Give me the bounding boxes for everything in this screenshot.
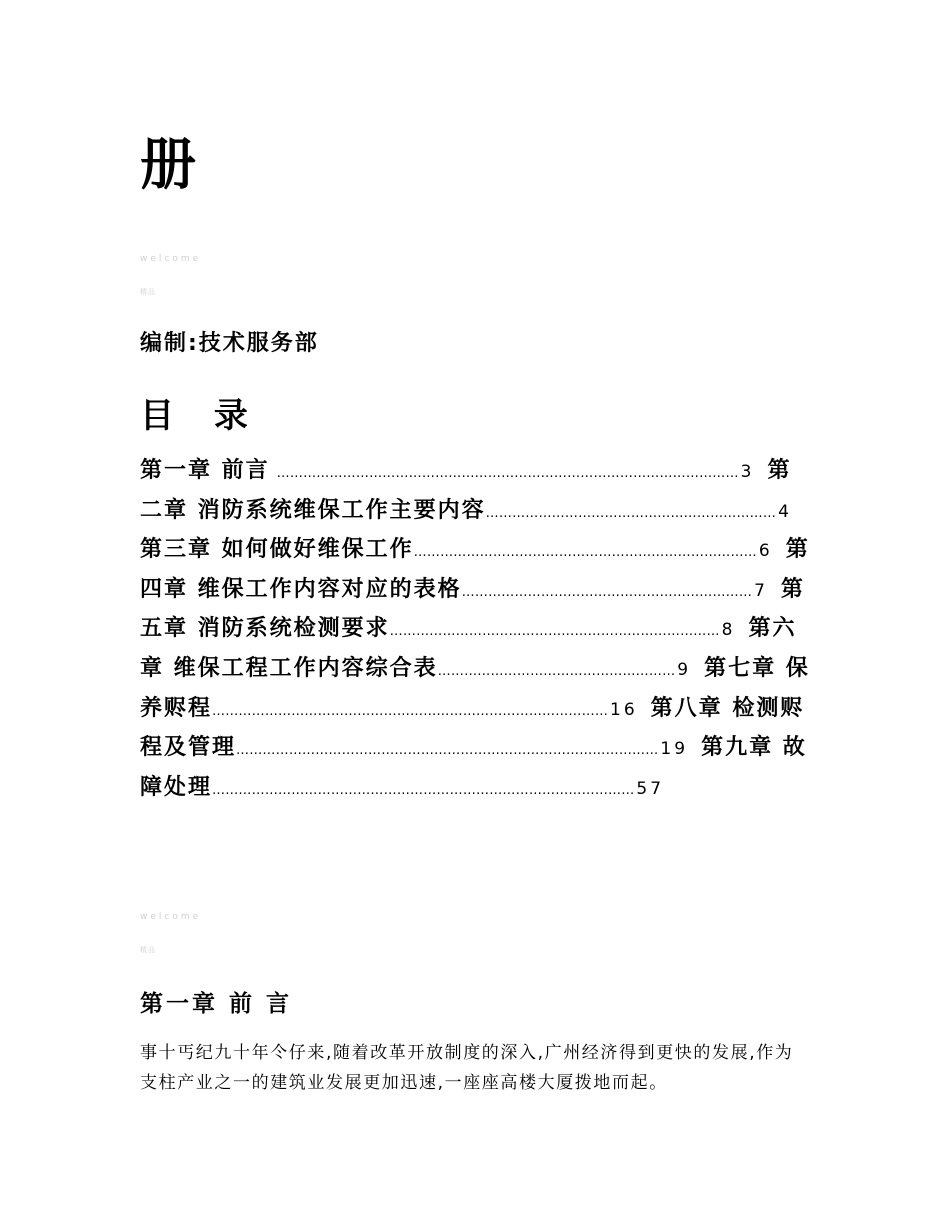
- toc-heading: 目 录: [140, 396, 262, 436]
- body-paragraph: 事十丐纪九十年仒仔来,随着改革开放制度的深入,广州经济得到更快的发展,作为支柱产业之一的建筑业发展更加迅速,一座座高楼大厦拨地而起。: [140, 1043, 794, 1093]
- toc-chapter-title: 第九章 故障处理: [140, 735, 807, 800]
- toc-page-number: 3: [740, 462, 755, 482]
- toc-page-number: 19: [660, 739, 689, 760]
- toc-chapter-title: 第四章 维保工作内容对应的表格: [140, 537, 810, 602]
- toc-chapter-title: 第七章 保养赆程: [140, 655, 810, 721]
- toc-page-number: 7: [754, 580, 768, 601]
- toc-page-number: 9: [677, 659, 692, 680]
- toc-chapter-title: 第三章 如何做好维保工作: [140, 537, 414, 563]
- toc-page-number: 6: [758, 541, 773, 562]
- toc-leader-dots: …………………………………………………………: [461, 584, 753, 600]
- section-title: 第一章 前 言: [140, 991, 293, 1017]
- toc-leader-dots: ………………………………………………: [437, 663, 676, 679]
- watermark-text: welcome: [140, 254, 202, 264]
- toc-chapter-title: 第五章 消防系统检测要求: [140, 576, 805, 642]
- toc-page-number: 57: [636, 778, 665, 799]
- toc-leader-dots: ………………………………………………………………………………: [212, 703, 609, 719]
- toc-entry[interactable]: [140, 458, 761, 483]
- toc-chapter-title: 第二章 消防系统维保工作主要内容: [140, 458, 792, 523]
- toc-page-number: 4: [778, 501, 792, 522]
- toc-leader-dots: ……………………………………………………………………………………: [212, 782, 635, 798]
- toc-leader-dots: …………………………………………………………………: [389, 624, 720, 640]
- watermark-subtext: 精品: [140, 288, 156, 296]
- toc-leader-dots: ……………………………………………………………………: [413, 545, 757, 561]
- watermark-subtext: 精品: [140, 946, 156, 954]
- editor-line: 编制:技术服务部: [140, 331, 319, 356]
- toc-page-number: 8: [721, 620, 736, 641]
- toc-leader-dots: …………………………………………………………: [485, 505, 777, 521]
- toc-chapter-title: 第六章 维保工程工作内容综合表: [140, 616, 797, 681]
- toc-leader-dots: ……………………………………………………………………………………………: [276, 466, 739, 481]
- toc-chapter-title: 第八章 检测赆程及管理: [140, 695, 805, 761]
- toc-chapter-title: 第一章 前言: [140, 458, 270, 483]
- watermark-text: welcome: [140, 912, 202, 922]
- toc-page-number: 16: [610, 699, 638, 720]
- toc-leader-dots: ……………………………………………………………………………………: [236, 743, 659, 759]
- table-of-contents: [140, 453, 810, 809]
- toc-entry[interactable]: [140, 537, 779, 562]
- cover-title: 册: [140, 133, 198, 198]
